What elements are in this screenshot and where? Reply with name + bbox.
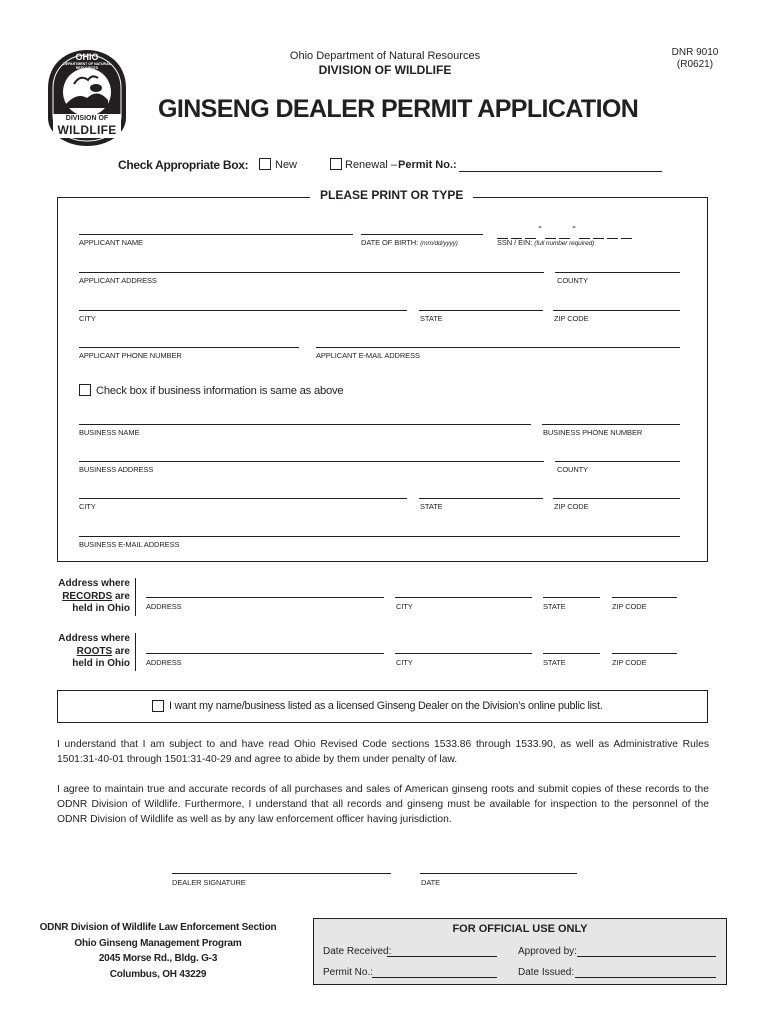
applicant-phone-label: APPLICANT PHONE NUMBER [79,351,182,360]
roots-keyword: ROOTS [76,645,113,657]
business-state-field[interactable] [419,498,543,499]
approved-by-label: Approved by: [518,946,577,957]
business-email-field[interactable] [79,536,680,537]
permit-no-field[interactable] [459,171,662,172]
dob-hint: (mm/dd/yyyy) [420,240,458,247]
permit-no-official-label: Permit No.: [323,967,374,978]
records-keyword: RECORDS [62,590,113,602]
renewal-label: Renewal – [345,159,397,171]
ssn-hint: (full number required) [534,240,595,247]
address-line-1: ODNR Division of Wildlife Law Enforcement Section [39,922,277,933]
business-zip-field[interactable] [553,498,680,499]
logo-arc-text: DEPARTMENT OF NATURAL RESOURCES [63,62,111,70]
new-checkbox[interactable] [259,158,271,170]
records-zip-label: ZIP CODE [612,602,647,611]
roots-city-label: CITY [396,658,413,667]
records-location-label [44,578,130,616]
date-received-field[interactable] [387,956,497,957]
applicant-business-frame [57,197,708,562]
signature-date-field[interactable] [420,873,577,874]
page-title: GINSENG DEALER PERMIT APPLICATION [158,95,639,123]
new-label: New [275,159,298,171]
dealer-signature-label: DEALER SIGNATURE [172,878,246,887]
applicant-phone-field[interactable] [79,347,299,348]
records-zip-field[interactable] [612,597,677,598]
roots-label-line3: held in Ohio [72,658,130,669]
ssn-label-wrap [497,238,594,247]
date-received-label: Date Received: [323,946,392,957]
records-agreement: I agree to maintain true and accurate records of all purchases and sales of American ginseng roots and submit copies of these records to the ODNR Division of Wildlife. Furthermore, I understand that all records and ginseng must be available for inspection to the personnel of the ODNR Division of Wildlife as well as by any law enforcement officer having jurisdiction. [57,784,709,825]
permit-no-official-field[interactable] [372,977,497,978]
business-address-label: BUSINESS ADDRESS [79,465,154,474]
roots-address-label: ADDRESS [146,658,182,667]
business-address-field[interactable] [79,461,544,462]
records-label-line2 [44,591,130,604]
business-zip-label: ZIP CODE [554,502,589,511]
applicant-state-field[interactable] [419,310,543,311]
business-county-label: COUNTY [557,465,589,474]
check-box-label: Check Appropriate Box: [118,158,249,172]
mailing-address [30,920,286,982]
applicant-email-label: APPLICANT E-MAIL ADDRESS [316,351,420,360]
roots-city-field[interactable] [395,653,532,654]
official-use-title: FOR OFFICIAL USE ONLY [452,923,588,935]
logo-banner-line2: WILDLIFE [57,123,117,137]
applicant-county-label: COUNTY [557,276,589,285]
records-label-line3: held in Ohio [72,603,130,614]
roots-label-line2 [44,646,130,659]
roots-address-field[interactable] [146,653,384,654]
logo-top-text: OHIO [75,52,99,62]
department-name: Ohio Department of Natural Resources [289,50,481,62]
dealer-signature-field[interactable] [172,873,391,874]
applicant-city-field[interactable] [79,310,407,311]
ssn-label: SSN / EIN: [497,238,533,247]
records-city-field[interactable] [395,597,532,598]
business-state-label: STATE [420,502,443,511]
address-line-3: 2045 Morse Rd., Bldg. G-3 [98,953,218,964]
same-as-above-checkbox[interactable] [79,384,91,396]
business-name-field[interactable] [79,424,531,425]
address-line-2: Ohio Ginseng Management Program [74,937,242,949]
division-name: DIVISION OF WILDLIFE [318,63,452,77]
date-issued-field[interactable] [575,977,716,978]
records-label-line1: Address where [58,578,130,589]
applicant-zip-field[interactable] [553,310,680,311]
roots-zip-label: ZIP CODE [612,658,647,667]
applicant-name-field[interactable] [79,234,353,235]
records-divider [135,578,136,616]
business-phone-field[interactable] [542,424,680,425]
public-list-checkbox[interactable] [152,700,164,712]
statutes-acknowledgement: I understand that I am subject to and have read Ohio Revised Code sections 1533.86 through 1533.90, as well as Administrative Rules 1501:31-40-01 through 1501:31-40-29 and agree to abide by them under penalty of law. [57,739,709,765]
business-phone-label: BUSINESS PHONE NUMBER [543,428,643,437]
business-county-field[interactable] [555,461,680,462]
dob-field[interactable] [361,234,483,235]
form-number: DNR 9010 [671,47,719,58]
applicant-county-field[interactable] [555,272,680,273]
roots-state-field[interactable] [543,653,600,654]
address-line-4: Columbus, OH 43229 [109,968,207,980]
dob-label: DATE OF BIRTH: [361,238,419,247]
records-label-are: are [112,590,130,602]
applicant-zip-label: ZIP CODE [554,314,589,323]
date-issued-label: Date Issued: [518,967,575,978]
public-list-label: I want my name/business listed as a licensed Ginseng Dealer on the Division’s online public list. [169,700,603,712]
business-name-label: BUSINESS NAME [79,428,140,437]
permit-no-label: Permit No.: [398,159,457,171]
roots-location-label [44,633,130,671]
records-address-label: ADDRESS [146,602,182,611]
applicant-city-label: CITY [79,314,96,323]
records-state-label: STATE [543,602,566,611]
signature-date-label: DATE [421,878,441,887]
roots-state-label: STATE [543,658,566,667]
dob-label-wrap [361,238,458,247]
applicant-address-field[interactable] [79,272,544,273]
renewal-checkbox[interactable] [330,158,342,170]
business-city-field[interactable] [79,498,407,499]
applicant-email-field[interactable] [316,347,680,348]
logo-banner-line1: DIVISION OF [65,115,109,122]
roots-label-line1: Address where [58,633,130,644]
applicant-address-label: APPLICANT ADDRESS [79,276,157,285]
business-email-label: BUSINESS E-MAIL ADDRESS [79,540,180,549]
odnr-wildlife-logo [44,48,130,148]
applicant-name-label: APPLICANT NAME [79,238,143,247]
roots-label-are: are [112,645,130,657]
ssn-field[interactable]: - - [497,224,681,236]
form-revision: (R0621) [676,59,714,70]
applicant-state-label: STATE [420,314,443,323]
same-as-above-label: Check box if business information is same as above [96,385,344,397]
roots-divider [135,633,136,671]
records-city-label: CITY [396,602,413,611]
business-city-label: CITY [79,502,96,511]
approved-by-field[interactable] [577,956,716,957]
print-or-type-heading: PLEASE PRINT OR TYPE [310,188,473,202]
records-address-field[interactable] [146,597,384,598]
records-state-field[interactable] [543,597,600,598]
roots-zip-field[interactable] [612,653,677,654]
